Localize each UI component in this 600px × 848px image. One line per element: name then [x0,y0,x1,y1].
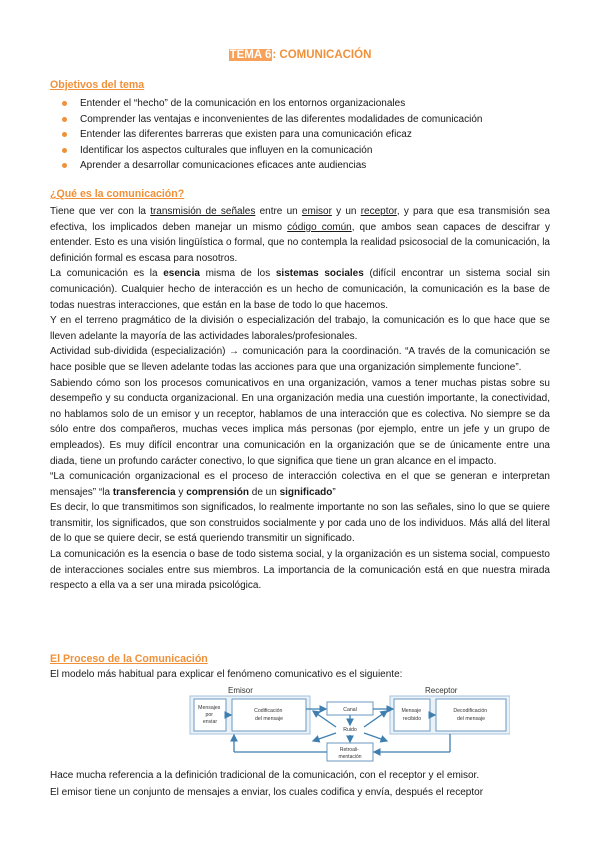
bullet-icon [62,117,67,122]
paragraph: Es decir, lo que transmitimos son significados, lo realmente importante no son las señales, sino lo que se quiere transmitir, los significados, que son construidos socialmente y por cada uno de los individuos. Más allá del literal de lo que se quiere decir, se está queriendo transmitir un significado. [50,502,550,545]
paragraph: La comunicación es la esencia misma de los sistemas sociales (difícil encontrar un sistema social sin comunicación). Cualquier hecho de interacción es un hecho de comunicación, la comunicación es la base de todas nuestras interacciones, que están en la base de todo lo que hacemos. [50,268,550,311]
box-mensaje-recibido [394,699,430,731]
emisor-label: Emisor [228,686,253,695]
page-title [50,49,550,61]
objectives-heading: Objetivos del tema [50,79,145,91]
bullet-icon [62,148,67,153]
paragraph: El emisor tiene un conjunto de mensajes a enviar, los cuales codifica y envía, después el receptor [50,786,484,798]
bullet-icon [62,132,67,137]
paragraph: Y en el terreno pragmático de la división o especialización del trabajo, la comunicación es lo que hace que se lleven adelante la mayoría de las actividades laborales/profesionales. [50,315,550,342]
list-item: Identificar los aspectos culturales que influyen en la comunicación [50,143,482,159]
process-body [50,768,550,801]
receptor-label: Receptor [425,686,458,695]
bullet-icon [62,163,67,168]
svg-text:Mensajes por envia: Mensajes por enviar [198,705,221,725]
objectives-list [50,96,482,174]
svg-text:Mensaje recibido: Mensaje recibido [401,708,422,722]
paragraph: Sabiendo cómo son los procesos comunicativos en una organización, vamos a tener muchas pistas sobre su desempeño y su conducta organizacional. En una organización media una cuestión importante, la conectividad, no hablamos solo de un emisor y un receptor, hablamos de una interacción que es colectiva. No siempre se da sólo entre dos compañeros, muchas veces implica más personas (por ejemplo, entre un jefe y un grupo de empleados). Es muy difícil encontrar una comunicación en la organización que se de únicamente entre una diada, tiene un profundo carácter conectivo, lo que significa que tiene un gran alcance en el impacto. [50,377,550,467]
paragraph: Tiene que ver con la transmisión de señales entre un emisor y un receptor, y para que esa transmisión sea efectiva, los implicados deben manejar un mismo código común, que ambos sean capaces de descifrar y entender. Esto es una visión lingüística o formal, que no contempla la realidad psicosocial de la comunicación, la definición formal es escasa para nosotros. [50,206,550,264]
box-decodificacion [436,699,506,731]
process-intro: El modelo más habitual para explicar el fenómeno comunicativo es el siguiente: [50,669,403,680]
svg-text:Retroali- mentación: Retroali- mentación [338,747,362,760]
svg-text:Decodificación del mensa: Decodificación del mensaje [453,708,488,722]
paragraph: Hace mucha referencia a la definición tradicional de la comunicación, con el receptor y el emisor. [50,770,480,781]
box-codificacion [232,699,306,731]
list-item: Comprender las ventajas e inconvenientes de las diferentes modalidades de comunicación [50,112,482,128]
section-body-what-is [50,204,550,594]
paragraph: “La comunicación organizacional es el proceso de interacción colectiva en el que se generan e interpretan mensajes” “la transferencia y comprensión de un significado” [50,471,550,498]
section-heading-what-is: ¿Qué es la comunicación? [50,188,185,200]
list-item: Entender el “hecho” de la comunicación en los entornos organizacionales [50,96,482,112]
svg-text:Canal: Canal [343,707,357,713]
communication-process-diagram [150,683,510,765]
section-heading-process: El Proceso de la Comunicación [50,653,208,665]
bullet-icon [62,101,67,106]
paragraph: Actividad sub-dividida (especialización) → comunicación para la coordinación. “A través de la comunicación se hace posible que se lleven adelante todas las acciones para que una organización simplemente funcione”. [50,346,550,373]
svg-text:Ruido: Ruido [343,727,357,733]
svg-text:Codificación del mensaje: Codificación del mensaje [254,708,283,722]
list-item: Entender las diferentes barreras que existen para una comunicación eficaz [50,127,482,143]
title-rest: : COMUNICACIÓN [272,49,372,61]
list-item: Aprender a desarrollar comunicaciones eficaces ante audiencias [50,158,482,174]
title-highlight: TEMA 6 [229,49,272,61]
paragraph: La comunicación es la esencia o base de todo sistema social, y la organización es un sistema social, compuesto de interacciones sociales entre sus miembros. La importancia de la comunicación está en que nuestra mirada respecto a ella va a ser una mirada psicológica. [50,549,550,592]
